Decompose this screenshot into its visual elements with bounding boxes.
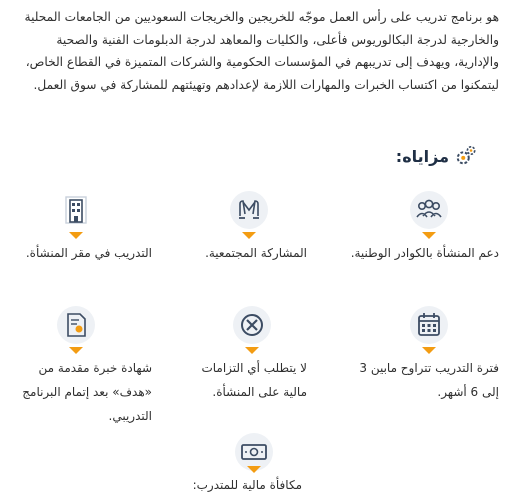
feature-no-cost	[177, 305, 327, 415]
feature-national-cadres	[349, 190, 499, 290]
feature-label: شهادة خبرة مقدمة من «هدف» بعد إتمام البرنامج التدريبي.	[22, 361, 152, 423]
intro-paragraph: هو برنامج تدريب على رأس العمل موجّه للخريجين والخريجات السعوديين من الجامعات المحلية والخارجية لدرجة البكالوريوس فأعلى، والكليات والمعاهد لدرجة الدبلومات الفنية والصحية والإدارية، ويهدف إلى تدريبهم في المؤسسات الحكومية والشركات المتميزة في القطاع الخاص، ليتمكنوا من اكتساب الخبرات والمهارات اللازمة لإعدادهم وتهيئتهم للمشاركة في سوق العمل.	[24, 10, 499, 92]
advantages-heading	[396, 145, 477, 167]
feature-label: المشاركة المجتمعية.	[205, 246, 307, 260]
feature-label: التدريب في مقر المنشأة.	[25, 246, 152, 260]
gears-icon	[455, 145, 477, 167]
chevron-down-icon	[69, 347, 83, 354]
no-cost-icon	[232, 305, 272, 345]
chevron-down-icon	[69, 232, 83, 239]
feature-onsite	[2, 190, 152, 290]
feature-community	[177, 190, 327, 290]
feature-label: لا يتطلب أي التزامات مالية على المنشأة.	[201, 361, 307, 399]
feature-label: فترة التدريب تتراوح مابين 3 إلى 6 أشهر.	[359, 361, 499, 399]
feature-stipend-label: مكافأة مالية للمتدرب:	[192, 478, 302, 492]
chevron-down-icon	[242, 232, 256, 239]
chevron-down-icon	[422, 347, 436, 354]
program-description	[9, 6, 499, 96]
feature-label: دعم المنشأة بالكوادر الوطنية.	[350, 246, 499, 260]
chevron-down-icon	[245, 347, 259, 354]
calendar-icon	[409, 305, 449, 345]
building-icon	[56, 190, 96, 230]
team-icon	[409, 190, 449, 230]
chevron-down-icon	[247, 466, 261, 473]
feature-certificate	[2, 305, 152, 423]
certificate-icon	[56, 305, 96, 345]
chevron-down-icon	[422, 232, 436, 239]
advantages-title: مزاياه:	[395, 146, 449, 166]
feature-duration	[349, 305, 499, 415]
handshake-icon	[229, 190, 269, 230]
